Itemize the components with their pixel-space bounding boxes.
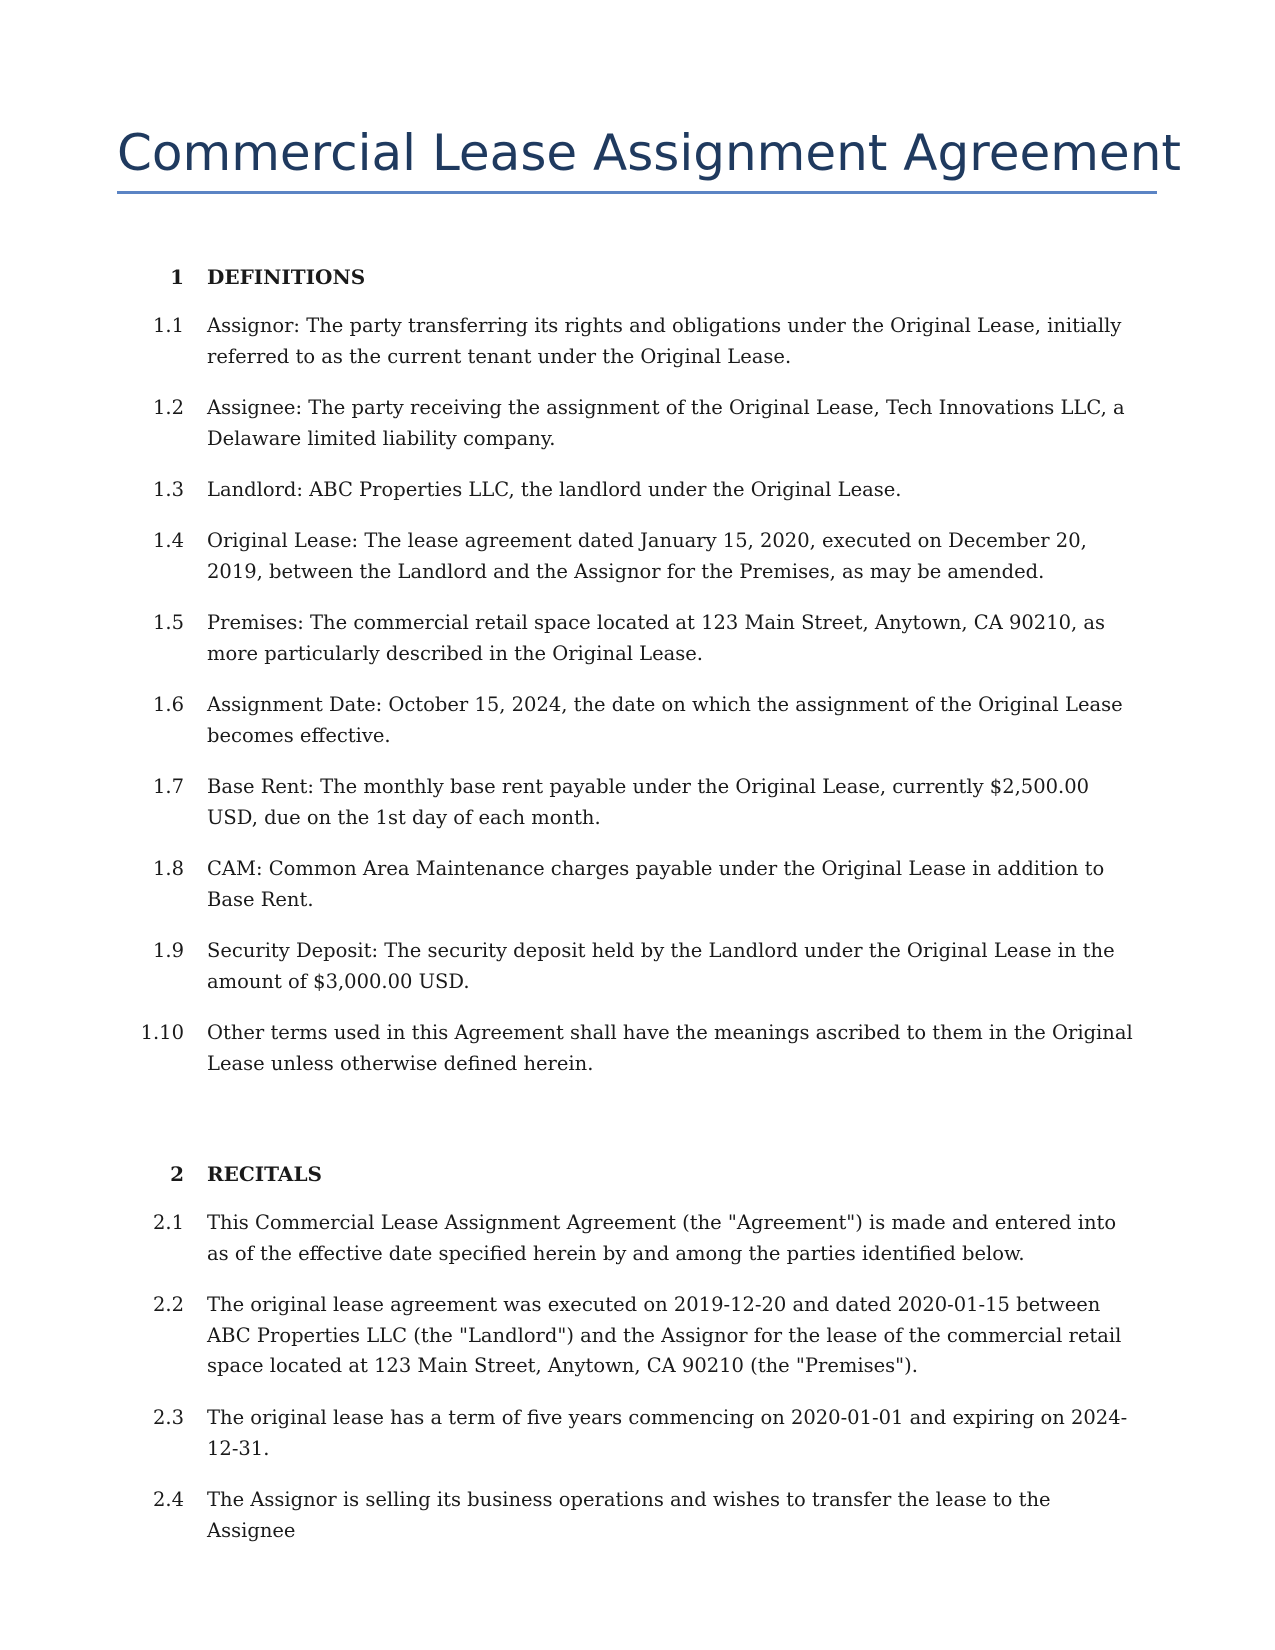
item-text: Assignment Date: October 15, 2024, the date on which the assignment of the Original Lease becomes effective. bbox=[207, 693, 1123, 747]
item-text: The original lease has a term of five years commencing on 2020-01-01 and expiring on 2024-12-31. bbox=[207, 1406, 1128, 1460]
item-text: Premises: The commercial retail space located at 123 Main Street, Anytown, CA 90210, as more particularly described in the Original Lease. bbox=[207, 611, 1106, 665]
item-text: Assignee: The party receiving the assignment of the Original Lease, Tech Innovations LLC, a Delaware limited liability company. bbox=[207, 396, 1125, 450]
item-number: 1.10 bbox=[140, 1021, 184, 1044]
item-text: The Assignor is selling its business operations and wishes to transfer the lease to the Assignee bbox=[207, 1488, 1051, 1542]
item-text: Assignor: The party transferring its rights and obligations under the Original Lease, initially referred to as the current tenant under the Original Lease. bbox=[207, 314, 1122, 368]
item-number: 1.7 bbox=[152, 775, 184, 798]
item-text: Base Rent: The monthly base rent payable under the Original Lease, currently $2,500.00 USD, due on the 1st day of each month. bbox=[207, 775, 1090, 829]
item-number: 1.2 bbox=[152, 396, 184, 419]
item-text: Original Lease: The lease agreement dated January 15, 2020, executed on December 20, 2019, between the Landlord and the Assignor for the Premises, as may be amended. bbox=[207, 529, 1087, 583]
item-text: This Commercial Lease Assignment Agreement (the "Agreement") is made and entered into as of the effective date specified herein by and among the parties identified below. bbox=[207, 1211, 1117, 1265]
item-text: Landlord: ABC Properties LLC, the landlord under the Original Lease. bbox=[207, 478, 902, 501]
item-number: 2.3 bbox=[152, 1406, 184, 1429]
item-text: The original lease agreement was executed on 2019-12-20 and dated 2020-01-15 between ABC Properties LLC (the "Landlord") and the Assignor for the lease of the commercial retail space located at 123 Main Street, Anytown, CA 90210 (the "Premises"). bbox=[207, 1293, 1122, 1377]
section-number: 1 bbox=[170, 265, 184, 289]
item-number: 1.6 bbox=[152, 693, 184, 716]
section-title: RECITALS bbox=[207, 1162, 322, 1186]
item-number: 1.1 bbox=[152, 314, 184, 337]
item-text: CAM: Common Area Maintenance charges payable under the Original Lease in addition to Base Rent. bbox=[207, 857, 1105, 911]
item-text: Security Deposit: The security deposit held by the Landlord under the Original Lease in the amount of $3,000.00 USD. bbox=[207, 939, 1115, 993]
item-number: 1.3 bbox=[152, 478, 184, 501]
item-text: Other terms used in this Agreement shall have the meanings ascribed to them in the Original Lease unless otherwise defined herein. bbox=[207, 1021, 1133, 1075]
document-title: Commercial Lease Assignment Agreement bbox=[117, 124, 1181, 182]
item-number: 2.1 bbox=[152, 1211, 184, 1234]
item-number: 1.9 bbox=[152, 939, 184, 962]
title-underline bbox=[117, 191, 1157, 194]
item-number: 2.4 bbox=[152, 1488, 184, 1511]
item-number: 1.5 bbox=[152, 611, 184, 634]
item-number: 1.8 bbox=[152, 857, 184, 880]
item-number: 1.4 bbox=[152, 529, 184, 552]
section-title: DEFINITIONS bbox=[207, 265, 366, 289]
item-number: 2.2 bbox=[152, 1293, 184, 1316]
section-number: 2 bbox=[170, 1162, 184, 1186]
